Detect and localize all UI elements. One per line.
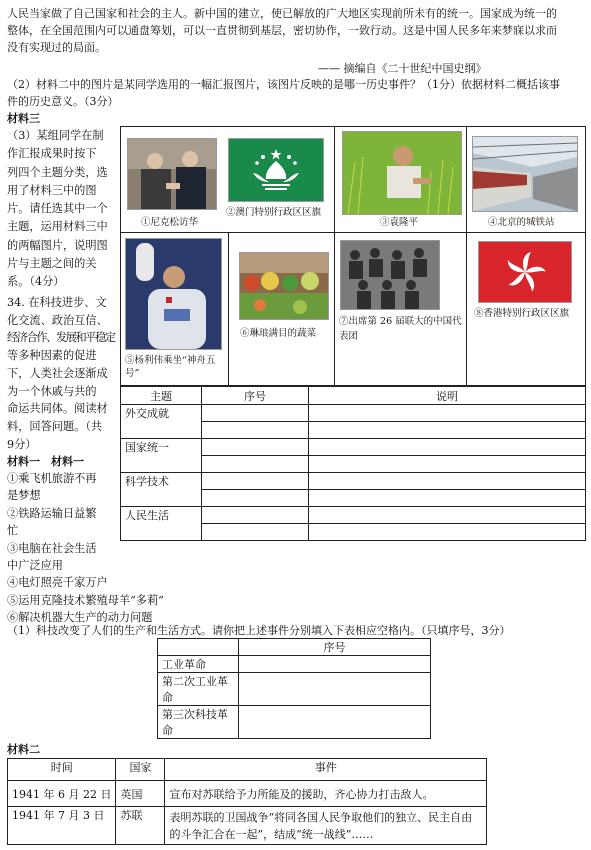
list-item: ⑤运用克隆技术繁殖母羊“多莉” <box>7 593 164 607</box>
table-header: 说明 <box>309 387 586 405</box>
answer-cell[interactable] <box>309 524 586 541</box>
answer-cell[interactable] <box>309 473 586 490</box>
answer-cell[interactable] <box>239 706 431 739</box>
revolution-label: 第二次工业革命 <box>158 673 239 706</box>
answer-cell[interactable] <box>202 507 309 524</box>
list-item: ③电脑在社会生活 <box>7 541 97 555</box>
answer-cell[interactable] <box>309 490 586 507</box>
theme-label: 科学技术 <box>121 473 202 507</box>
material3-prompt: （3）某组同学在制 作汇报成果时按下 列四个主题分类，选 用了材料三中的图 片。请任选其中一个 主题，运用材料三中 的两幅图片，说明图 片与主题之间的关 系。（4分） <box>7 129 108 289</box>
photo-caption: ④北京的城铁站 <box>488 217 555 228</box>
list-item: 中广泛应用 <box>7 559 63 573</box>
event-country: 苏联 <box>116 807 165 845</box>
list-item: ①乘飞机旅游不再 <box>7 472 97 485</box>
answer-cell[interactable] <box>202 490 309 507</box>
material1-heading: 材料一 材料一 <box>7 455 84 468</box>
event-date: 1941 年 7 月 3 日 <box>8 807 116 845</box>
answer-cell[interactable] <box>309 422 586 439</box>
photo-caption: ③袁隆平 <box>380 217 419 228</box>
intro-line-3: 没有实现过的局面。 <box>7 41 106 54</box>
photo-caption: ①尼克松访华 <box>141 217 199 228</box>
answer-cell[interactable] <box>202 456 309 473</box>
q2-line-2: 件的历史意义。（3分） <box>7 95 119 108</box>
theme-label: 外交成就 <box>121 405 202 439</box>
answer-cell[interactable] <box>202 422 309 439</box>
list-item: 是梦想 <box>7 489 41 503</box>
answer-cell[interactable] <box>309 456 586 473</box>
table-row <box>8 781 487 807</box>
event-description: 表明苏联的卫国战争“将同各国人民争取他们的独立、民主自由的斗争汇合在一起”，结成“统一战线”…… <box>165 807 487 845</box>
event-description: 宣布对苏联给予力所能及的援助，齐心协力打击敌人。 <box>165 781 487 807</box>
photo-caption: ②澳门特别行政区区旗 <box>226 207 322 218</box>
list-item: ④电灯照亮千家万户 <box>7 576 108 590</box>
astronaut-photo <box>125 238 222 350</box>
revolutions-table <box>157 638 431 739</box>
answer-cell[interactable] <box>202 439 309 456</box>
table-row <box>8 807 487 845</box>
answer-cell[interactable] <box>202 405 309 422</box>
material2-heading: 材料二 <box>7 743 40 756</box>
hongkong-flag <box>478 241 572 303</box>
table-header: 时间 <box>8 759 116 781</box>
answer-cell[interactable] <box>202 473 309 490</box>
table-header: 国家 <box>116 759 165 781</box>
material3-heading: 材料三 <box>7 112 40 125</box>
themes-table <box>120 386 586 541</box>
rice-field-photo <box>342 131 462 215</box>
answer-cell[interactable] <box>239 673 431 706</box>
event-country: 英国 <box>116 781 165 807</box>
event-date: 1941 年 6 月 22 日 <box>8 781 116 807</box>
list-item: ⑥解决机器大生产的动力问题 <box>7 611 153 625</box>
revolution-label: 工业革命 <box>158 656 239 673</box>
answer-cell[interactable] <box>309 439 586 456</box>
table-header: 序号 <box>202 387 309 405</box>
table-header: 主题 <box>121 387 202 405</box>
handshake-photo <box>127 138 217 210</box>
table-header: 序号 <box>239 639 431 656</box>
intro-line-1: 人民当家做了自己国家和社会的主人。新中国的建立，使已解放的广大地区实现前所未有的统一。国家成为统一的 <box>7 7 557 20</box>
answer-cell[interactable] <box>309 507 586 524</box>
macau-flag <box>228 138 324 202</box>
q34-text: 34. 在科技进步、文 化交流、政治互信、 经济合作、发展和平稳定 等多种因素的促进 下，人类社会逐渐成 为一个休戚与共的 命运共同体。阅读材 料，回答问题。（共 9分） <box>7 296 115 451</box>
intro-source: —— 摘编自《二十世纪中国史纲》 <box>318 62 487 75</box>
theme-label: 国家统一 <box>121 439 202 473</box>
q2-line-1: （2）材料二中的图片是某同学选用的一幅汇报图片，该图片反映的是哪一历史事件？（1分）依据材料二概括该事 <box>7 78 560 91</box>
answer-cell[interactable] <box>309 405 586 422</box>
revolution-label: 第三次科技革命 <box>158 706 239 739</box>
delegation-photo <box>340 240 440 310</box>
vegetables-photo <box>239 252 329 320</box>
intro-line-2: 整体，在全国范围内可以通盘筹划，可以一直贯彻到基层，密切协作，一致行动。这是中国人民多年来梦寐以求而 <box>7 24 557 37</box>
list-item: ②铁路运输日益繁 <box>7 506 97 520</box>
answer-cell[interactable] <box>239 656 431 673</box>
answer-cell[interactable] <box>202 524 309 541</box>
list-item: 忙 <box>7 524 19 538</box>
theme-label: 人民生活 <box>121 507 202 541</box>
photo-caption: ⑦出席第 26 届联大的中国代表团 <box>339 316 462 342</box>
sub-question-1: （1）科技改变了人们的生产和生活方式。请你把上述事件分别填入下表相应空格内。（只填序号，3分） <box>7 624 511 637</box>
table-header: 事件 <box>165 759 487 781</box>
train-station-photo <box>472 136 578 212</box>
material2-table <box>7 758 487 845</box>
photo-caption: ⑧香港特别行政区区旗 <box>474 308 570 319</box>
photo-caption: ⑥琳琅满目的蔬菜 <box>240 328 317 339</box>
photo-caption: ⑤杨利伟乘坐“神舟五号” <box>125 355 216 379</box>
